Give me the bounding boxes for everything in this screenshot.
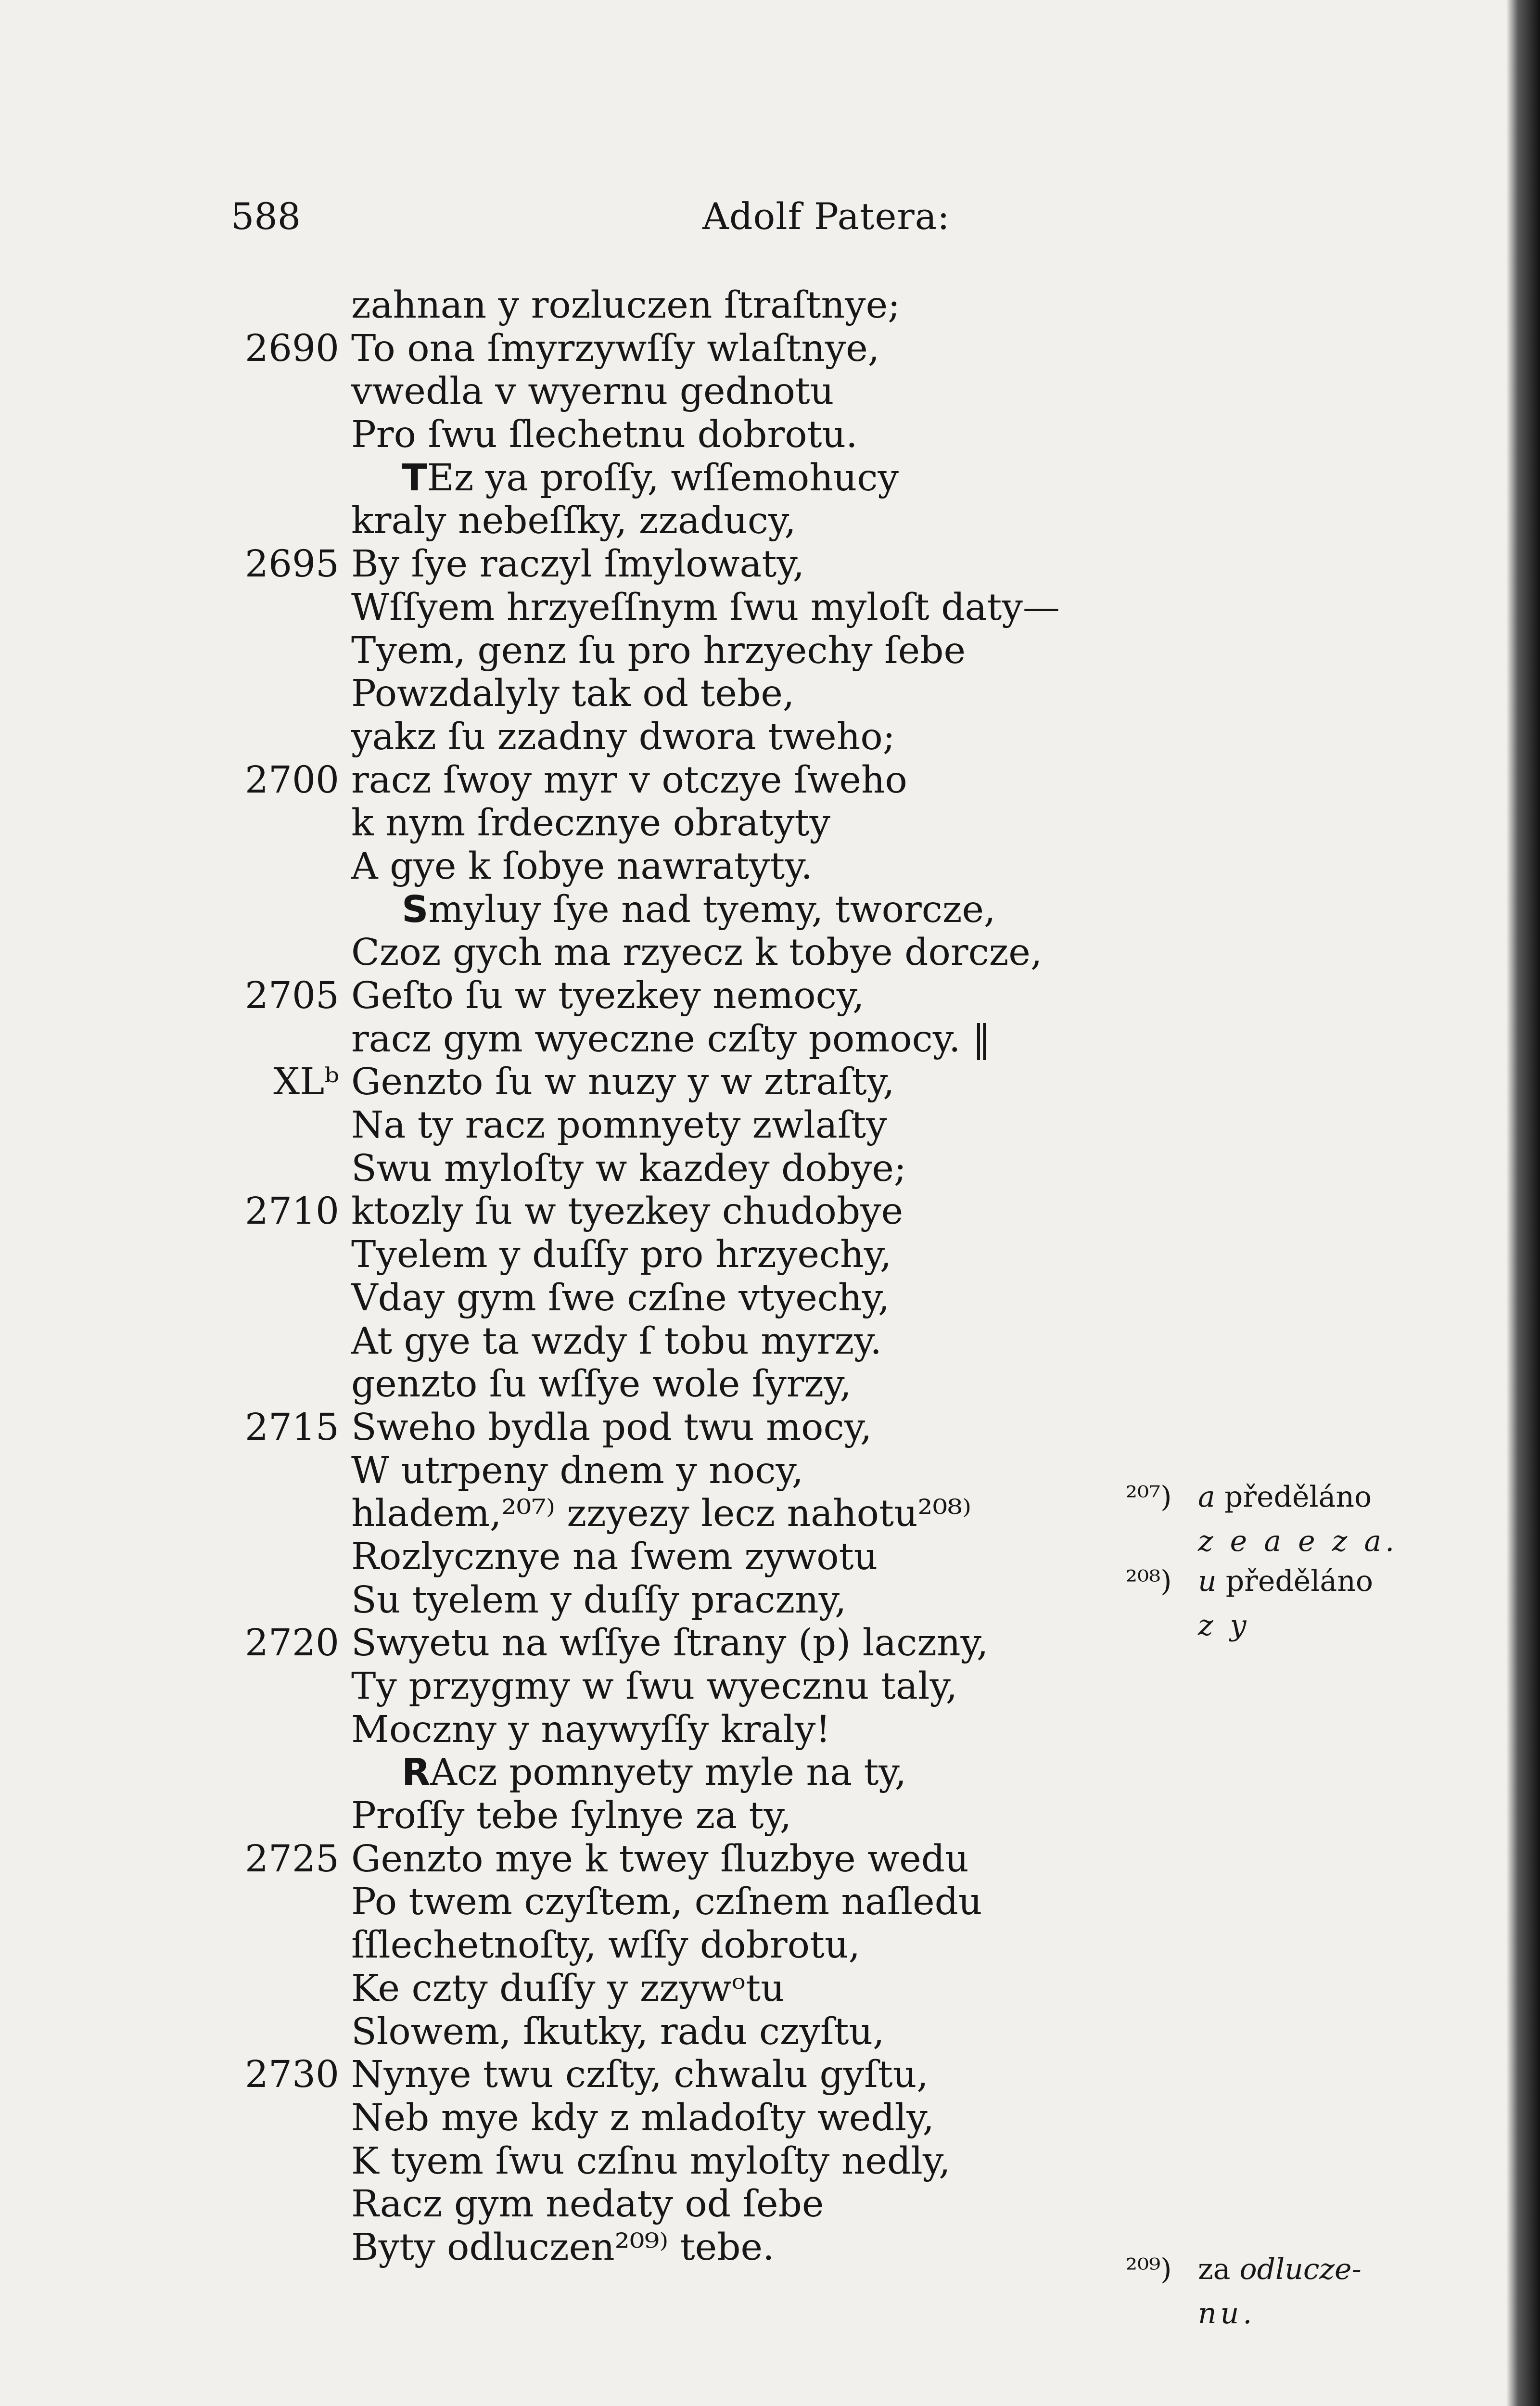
verse-line <box>0 370 1107 413</box>
verse-text <box>351 543 804 586</box>
verse-body: hladem,²⁰⁷⁾ zzyezy lecz nahotu²⁰⁸⁾ <box>351 1492 972 1536</box>
verse-text <box>351 2053 929 2097</box>
verse-line <box>0 2053 1107 2097</box>
verse-line <box>0 2097 1107 2140</box>
verse-body: Genzto mye k twey ſluzbye wedu <box>351 1837 969 1881</box>
footnote <box>1126 1475 1438 1563</box>
verse-line <box>0 845 1107 888</box>
verse-line <box>0 629 1107 673</box>
verse-body: Slowem, ſkutky, radu czyſtu, <box>351 2010 885 2053</box>
verse-body: At gye ta wzdy ſ tobu myrzy. <box>351 1319 882 1363</box>
footnote-first-line <box>1126 1475 1438 1519</box>
verse-body: Wſſyem hrzyeſſnym ſwu myloſt daty— <box>351 586 1060 629</box>
verse-body: racz gym wyeczne czſty pomocy. ‖ <box>351 1017 991 1061</box>
verse-line <box>0 1751 1107 1794</box>
footnote-text: za <box>1198 2252 1240 2286</box>
verse-line <box>0 802 1107 845</box>
line-number: XLᵇ <box>273 1061 339 1104</box>
verse-body: Racz gym nedaty od ſebe <box>351 2183 824 2226</box>
page-number: 588 <box>231 195 301 238</box>
verse-body: Acz pomnyety myle na ty, <box>430 1751 907 1794</box>
verse-text <box>351 284 900 327</box>
verse-text <box>351 1881 982 1924</box>
verse-text <box>351 1104 887 1147</box>
verse-text <box>351 931 1042 974</box>
verse-body: Byty odluczen²⁰⁹⁾ tebe. <box>351 2226 775 2269</box>
verse-text <box>351 1320 882 1363</box>
verse-text <box>351 1924 860 1967</box>
footnote <box>1126 2247 1438 2336</box>
verse-text <box>351 1233 891 1277</box>
verse-text <box>351 1794 791 1838</box>
verse-body: Geſto ſu w tyezkey nemocy, <box>351 974 865 1017</box>
footnote <box>1126 1559 1438 1648</box>
verse-text <box>351 1061 894 1104</box>
verse-text <box>351 802 830 845</box>
verse-body: Na ty racz pomnyety zwlaſty <box>351 1104 887 1147</box>
verse-body: Ez ya proſſy, wſſemohucy <box>427 456 899 499</box>
line-number: 2705 <box>245 974 339 1017</box>
verse-body: genzto ſu wſſye wole ſyrzy, <box>351 1363 852 1406</box>
verse-text <box>351 1492 971 1536</box>
verse-body: vwedla v wyernu gednotu <box>351 370 834 413</box>
verse-line <box>0 1838 1107 1881</box>
verse-line <box>0 1190 1107 1233</box>
verse-line <box>0 543 1107 586</box>
footnote-mark: ²⁰⁸) <box>1126 1564 1172 1598</box>
verse-body: Po twem czyſtem, czſnem naſledu <box>351 1881 982 1924</box>
line-number: 2690 <box>245 327 339 370</box>
verse-line <box>0 1233 1107 1277</box>
verse-body: ktozly ſu w tyezkey chudobye <box>351 1190 904 1233</box>
verse-body: Pro ſwu ſlechetnu dobrotu. <box>351 413 858 457</box>
verse-text <box>351 1363 852 1406</box>
footnote-continuation: z e a e z a. <box>1198 1524 1399 1558</box>
verse-text <box>351 974 865 1018</box>
verse-line <box>0 413 1107 457</box>
verse-line <box>0 1018 1107 1061</box>
page-header <box>0 195 1540 248</box>
verse-line <box>0 1320 1107 1363</box>
verse-text <box>351 370 834 413</box>
verse-text <box>351 1579 846 1622</box>
verse-line <box>0 1277 1107 1320</box>
line-number: 2695 <box>245 543 339 586</box>
footnote-mark: ²⁰⁹) <box>1126 2252 1172 2286</box>
footnote-italic-text: u <box>1198 1564 1217 1598</box>
rubric-initial: T <box>402 456 427 499</box>
verse-text <box>351 716 895 759</box>
verse-body: Sweho bydla pod twu mocy, <box>351 1406 872 1449</box>
verse-line <box>0 1794 1107 1838</box>
footnote-continuation: z y <box>1198 1609 1250 1642</box>
footnote-italic-text: a <box>1198 1480 1215 1514</box>
verse-body: Swu myloſty w kazdey dobye; <box>351 1147 906 1190</box>
verse-line <box>0 1147 1107 1190</box>
footnote-text: předěláno <box>1216 1564 1373 1598</box>
verse-line <box>0 1449 1107 1493</box>
verse-text <box>351 1018 991 1061</box>
verse-text <box>351 672 794 716</box>
verse-line <box>0 457 1107 500</box>
verse-body: Ke czty duſſy y zzywᵒtu <box>351 1967 785 2010</box>
verse-text <box>351 499 796 543</box>
verse-body: Czoz gych ma rzyecz k tobye dorcze, <box>351 931 1043 974</box>
verse-text <box>351 2097 934 2140</box>
verse-body: Ty przygmy w ſwu wyecznu taly, <box>351 1665 958 1708</box>
verse-line <box>0 1492 1107 1536</box>
verse-text <box>351 1277 890 1320</box>
verse-line <box>0 1622 1107 1665</box>
verse-body: ſſlechetnoſty, wſſy dobrotu, <box>351 1924 861 1967</box>
verse-line <box>0 1924 1107 1967</box>
verse-body: A gye k ſobye nawratyty. <box>351 845 813 888</box>
verse-text <box>351 1190 903 1233</box>
footnote-text: předěláno <box>1215 1480 1372 1514</box>
verse-line <box>0 1967 1107 2010</box>
verse-line <box>0 284 1107 327</box>
running-head: Adolf Patera: <box>702 195 950 238</box>
footnote-first-line <box>1126 1559 1438 1603</box>
verse-body: Neb mye kdy z mladoſty wedly, <box>351 2096 934 2139</box>
verse-body: Swyetu na wſſye ſtrany (p) laczny, <box>351 1622 989 1665</box>
verse-line <box>0 1104 1107 1147</box>
verse-line <box>0 499 1107 543</box>
verse-text <box>351 1147 906 1190</box>
verse-line <box>0 1061 1107 1104</box>
verse-body: To ona ſmyrzywſſy wlaſtnye, <box>351 327 880 370</box>
verse-line <box>0 931 1107 974</box>
verse-body: Rozlycznye na ſwem zywotu <box>351 1535 878 1578</box>
verse-body: yakz ſu zzadny dwora tweho; <box>351 715 895 758</box>
line-number: 2720 <box>245 1622 339 1665</box>
verse-text <box>351 413 858 457</box>
verse-text <box>402 1751 906 1794</box>
verse-text <box>351 327 879 371</box>
verse-body: Vday gym ſwe czſne vtyechy, <box>351 1276 890 1319</box>
verse-text <box>351 2183 824 2226</box>
verse-line <box>0 888 1107 932</box>
verse-text <box>402 457 899 500</box>
verse-body: Tyelem y duſſy pro hrzyechy, <box>351 1233 892 1277</box>
verse-line <box>0 974 1107 1018</box>
verse-text <box>402 888 996 932</box>
verse-body: Tyem, genz ſu pro hrzyechy ſebe <box>351 629 966 672</box>
footnote-italic-text: odlucze- <box>1239 2252 1362 2286</box>
verse-body: By ſye raczyl ſmylowaty, <box>351 543 805 586</box>
verse-text <box>351 2010 885 2054</box>
footnote-continuation: nu. <box>1198 2297 1256 2330</box>
verse-text <box>351 2140 951 2183</box>
verse-body: Genzto ſu w nuzy y w ztraſty, <box>351 1061 895 1104</box>
verse-text <box>351 1838 969 1881</box>
verse-line <box>0 1881 1107 1924</box>
verse-body: W utrpeny dnem y nocy, <box>351 1449 804 1492</box>
line-number: 2700 <box>245 758 339 802</box>
verse-line <box>0 1406 1107 1449</box>
verse-text <box>351 629 966 673</box>
verse-body: zahnan y rozluczen ſtraſtnye; <box>351 284 901 327</box>
verse-body: myluy ſye nad tyemy, tworcze, <box>428 888 996 931</box>
verse-text <box>351 2226 775 2269</box>
verse-text <box>351 759 907 802</box>
verse-text <box>351 1536 878 1579</box>
verse-line <box>0 1665 1107 1708</box>
verse-line <box>0 759 1107 802</box>
poem-text <box>0 284 1107 2269</box>
verse-body: Nynye twu czſty, chwalu gyſtu, <box>351 2053 929 2097</box>
verse-body: racz ſwoy myr v otczye ſweho <box>351 758 907 802</box>
line-number: 2715 <box>245 1406 339 1449</box>
verse-line <box>0 716 1107 759</box>
verse-line <box>0 1536 1107 1579</box>
verse-text <box>351 1967 785 2010</box>
verse-line <box>0 2140 1107 2183</box>
verse-line <box>0 672 1107 716</box>
verse-line <box>0 327 1107 371</box>
verse-body: K tyem ſwu czſnu myloſty nedly, <box>351 2139 951 2183</box>
rubric-initial: R <box>402 1751 431 1794</box>
page-edge-shadow <box>1506 0 1540 2406</box>
verse-line <box>0 1363 1107 1406</box>
footnote-mark: ²⁰⁷) <box>1126 1480 1172 1514</box>
verse-text <box>351 1449 803 1493</box>
line-number: 2710 <box>245 1190 339 1233</box>
verse-body: k nym ſrdecznye obratyty <box>351 802 830 845</box>
rubric-initial: S <box>402 888 429 931</box>
verse-text <box>351 586 1060 629</box>
verse-text <box>351 1622 988 1665</box>
verse-body: kraly nebeſſky, zzaducy, <box>351 499 796 543</box>
verse-line <box>0 2010 1107 2054</box>
verse-body: Proſſy tebe ſylnye za ty, <box>351 1794 792 1838</box>
verse-text <box>351 845 813 888</box>
line-number: 2725 <box>245 1837 339 1881</box>
footnote-first-line <box>1126 2247 1438 2291</box>
verse-body: Su tyelem y duſſy praczny, <box>351 1578 847 1622</box>
verse-line <box>0 2183 1107 2226</box>
verse-line <box>0 1708 1107 1752</box>
verse-line <box>0 2226 1107 2269</box>
verse-line <box>0 586 1107 629</box>
verse-text <box>351 1708 830 1752</box>
verse-text <box>351 1406 872 1449</box>
verse-body: Moczny y naywyſſy kraly! <box>351 1708 831 1751</box>
verse-text <box>351 1665 957 1708</box>
verse-body: Powzdalyly tak od tebe, <box>351 672 795 716</box>
verse-line <box>0 1579 1107 1622</box>
line-number: 2730 <box>245 2053 339 2097</box>
